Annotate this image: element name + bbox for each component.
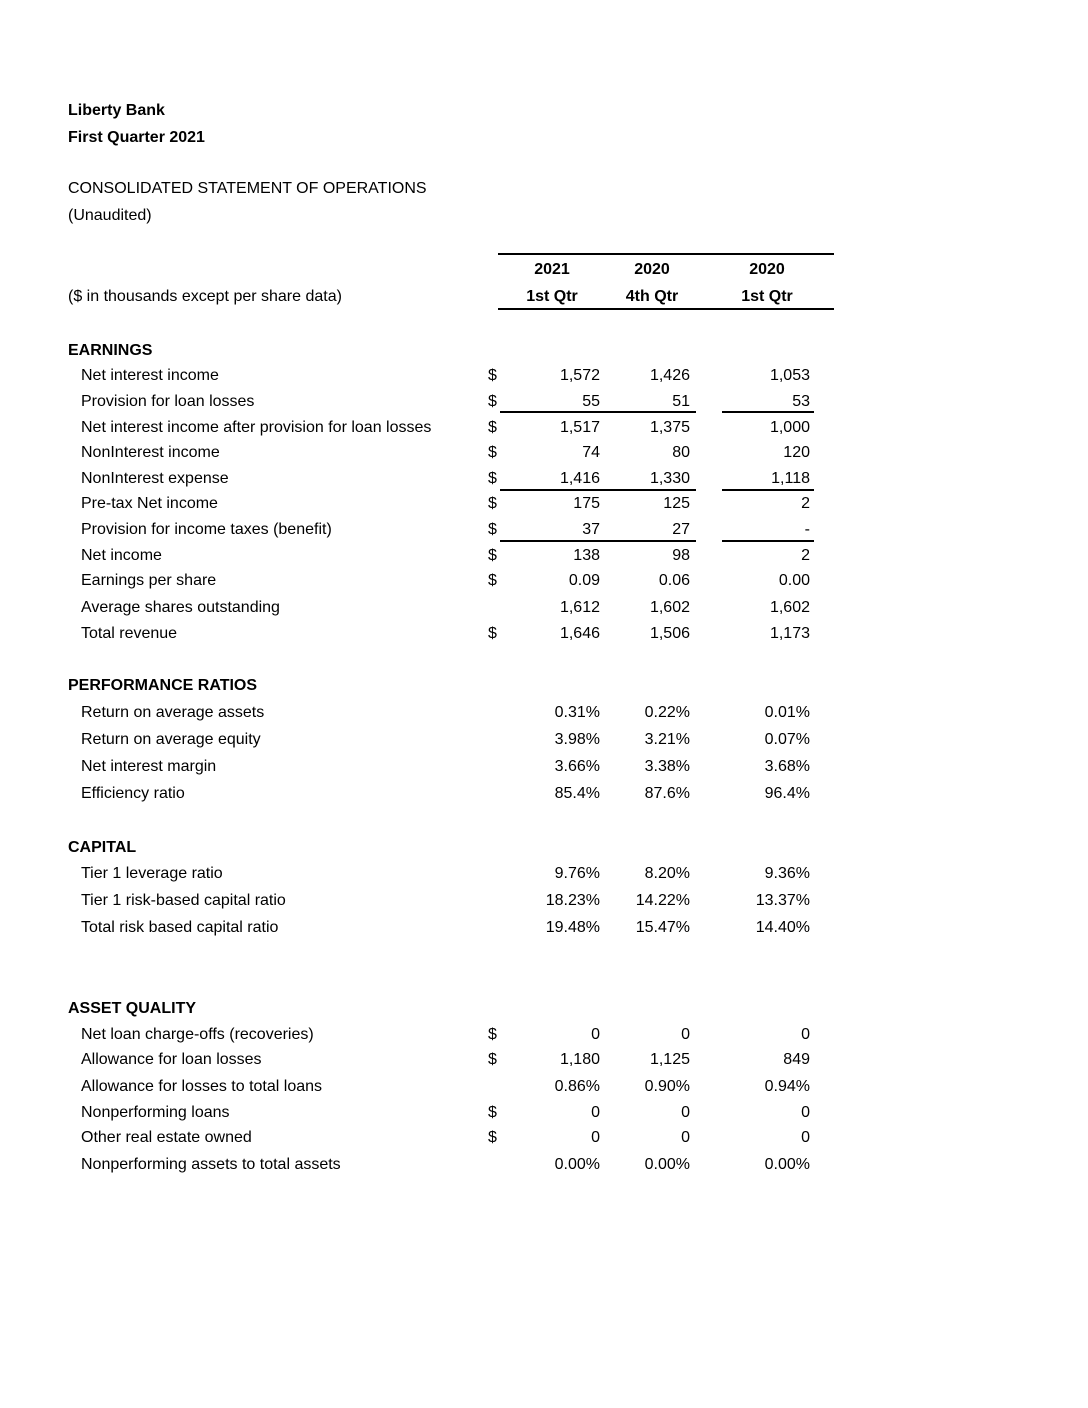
dollar-sign: $ — [488, 625, 497, 642]
row-label: Net interest income — [81, 367, 219, 384]
value-2020-q4: 0.00% — [644, 1156, 690, 1173]
value-2020-q4: 0 — [681, 1026, 690, 1043]
value-2021-q1: 3.66% — [554, 758, 600, 775]
dollar-sign: $ — [488, 495, 497, 512]
value-2021-q1: 1,416 — [559, 470, 600, 487]
dollar-sign: $ — [488, 419, 497, 436]
value-2020-q1: 53 — [792, 393, 810, 410]
value-2021-q1: 19.48% — [545, 919, 600, 936]
row-label: Pre-tax Net income — [81, 495, 218, 512]
dollar-sign: $ — [488, 1104, 497, 1121]
row-label: Efficiency ratio — [81, 785, 185, 802]
value-2020-q1: 0.01% — [764, 704, 810, 721]
value-2021-q1: 9.76% — [554, 865, 600, 882]
value-2020-q1: 3.68% — [764, 758, 810, 775]
value-2021-q1: 74 — [582, 444, 600, 461]
value-2020-q4: 0.90% — [644, 1078, 690, 1095]
dollar-sign: $ — [488, 1129, 497, 1146]
col1-year: 2021 — [534, 261, 570, 278]
value-2020-q1: 0.94% — [764, 1078, 810, 1095]
value-2020-q4: 1,506 — [649, 625, 690, 642]
dollar-sign: $ — [488, 572, 497, 589]
subtotal-rule-taxes — [500, 540, 696, 542]
row-label: Nonperforming loans — [81, 1104, 230, 1121]
value-2020-q4: 0.06 — [658, 572, 690, 589]
section-title-asset-quality: ASSET QUALITY — [68, 1000, 197, 1017]
subtotal-rule-expense-col3 — [722, 489, 814, 491]
row-label: NonInterest expense — [81, 470, 229, 487]
row-label: Provision for income taxes (benefit) — [81, 521, 332, 538]
value-2020-q4: 98 — [672, 547, 690, 564]
value-2020-q4: 0.22% — [644, 704, 690, 721]
value-2021-q1: 1,517 — [559, 419, 600, 436]
value-2021-q1: 0.09 — [568, 572, 600, 589]
value-2020-q4: 15.47% — [635, 919, 690, 936]
dollar-sign: $ — [488, 1051, 497, 1068]
dollar-sign: $ — [488, 367, 497, 384]
row-label: Allowance for loan losses — [81, 1051, 262, 1068]
value-2021-q1: 0.86% — [554, 1078, 600, 1095]
report-period: First Quarter 2021 — [68, 129, 205, 146]
value-2021-q1: 3.98% — [554, 731, 600, 748]
column-header-top-rule — [498, 253, 834, 255]
value-2020-q4: 51 — [672, 393, 690, 410]
value-2020-q1: 1,053 — [769, 367, 810, 384]
col1-quarter: 1st Qtr — [526, 288, 578, 305]
row-label: Net income — [81, 547, 162, 564]
row-label: Other real estate owned — [81, 1129, 252, 1146]
value-2020-q1: 1,118 — [771, 470, 810, 487]
value-2021-q1: 85.4% — [554, 785, 600, 802]
value-2020-q4: 1,602 — [649, 599, 690, 616]
subtotal-rule-taxes-col3 — [722, 540, 814, 542]
value-2020-q4: 1,375 — [649, 419, 690, 436]
value-2020-q4: 0 — [681, 1129, 690, 1146]
row-label: Return on average equity — [81, 731, 261, 748]
value-2020-q1: 120 — [783, 444, 810, 461]
value-2020-q4: 125 — [663, 495, 690, 512]
row-label: NonInterest income — [81, 444, 220, 461]
row-label: Allowance for losses to total loans — [81, 1078, 323, 1095]
value-2021-q1: 37 — [582, 521, 600, 538]
value-2020-q4: 80 — [672, 444, 690, 461]
value-2020-q1: - — [804, 521, 810, 538]
value-2020-q4: 3.38% — [644, 758, 690, 775]
value-2020-q1: 2 — [801, 547, 810, 564]
value-2020-q4: 1,426 — [649, 367, 690, 384]
value-2020-q4: 14.22% — [635, 892, 690, 909]
col3-quarter: 1st Qtr — [741, 288, 793, 305]
value-2020-q1: 9.36% — [764, 865, 810, 882]
row-label: Return on average assets — [81, 704, 265, 721]
value-2021-q1: 1,646 — [559, 625, 600, 642]
value-2021-q1: 0.00% — [554, 1156, 600, 1173]
value-2020-q4: 1,330 — [649, 470, 690, 487]
row-label: Net interest margin — [81, 758, 217, 775]
value-2020-q1: 13.37% — [755, 892, 810, 909]
value-2021-q1: 0 — [591, 1104, 600, 1121]
dollar-sign: $ — [488, 444, 497, 461]
value-2020-q4: 0 — [681, 1104, 690, 1121]
dollar-sign: $ — [488, 521, 497, 538]
dollar-sign: $ — [488, 1026, 497, 1043]
row-label: Total risk based capital ratio — [81, 919, 279, 936]
statement-title: CONSOLIDATED STATEMENT OF OPERATIONS — [68, 180, 427, 197]
value-2020-q1: 1,602 — [769, 599, 810, 616]
value-2020-q1: 1,000 — [769, 419, 810, 436]
dollar-sign: $ — [488, 470, 497, 487]
column-header-bottom-rule — [498, 308, 834, 310]
col3-year: 2020 — [749, 261, 785, 278]
value-2020-q1: 2 — [801, 495, 810, 512]
value-2020-q1: 0 — [801, 1104, 810, 1121]
dollar-sign: $ — [488, 393, 497, 410]
value-2020-q4: 1,125 — [649, 1051, 690, 1068]
row-label: Nonperforming assets to total assets — [81, 1156, 341, 1173]
col2-quarter: 4th Qtr — [625, 288, 679, 305]
row-label: Net interest income after provision for loan losses — [81, 419, 432, 436]
value-2020-q1: 0.00% — [764, 1156, 810, 1173]
value-2021-q1: 1,180 — [559, 1051, 600, 1068]
value-2020-q1: 1,173 — [769, 625, 810, 642]
value-2020-q4: 3.21% — [644, 731, 690, 748]
subtotal-rule-expense — [500, 489, 696, 491]
section-title-earnings: EARNINGS — [68, 342, 153, 359]
col2-year: 2020 — [634, 261, 670, 278]
row-label: Net loan charge-offs (recoveries) — [81, 1026, 314, 1043]
bank-name: Liberty Bank — [68, 102, 165, 119]
value-2020-q1: 96.4% — [764, 785, 810, 802]
value-2020-q4: 27 — [672, 521, 690, 538]
value-2021-q1: 18.23% — [545, 892, 600, 909]
value-2021-q1: 138 — [573, 547, 600, 564]
value-2020-q1: 0.00 — [778, 572, 810, 589]
value-2021-q1: 0 — [591, 1026, 600, 1043]
audit-note: (Unaudited) — [68, 207, 152, 224]
value-2020-q4: 87.6% — [644, 785, 690, 802]
value-2021-q1: 175 — [573, 495, 600, 512]
value-2020-q1: 0.07% — [764, 731, 810, 748]
value-2021-q1: 0 — [591, 1129, 600, 1146]
value-2021-q1: 1,612 — [559, 599, 600, 616]
value-2020-q1: 0 — [801, 1129, 810, 1146]
value-2020-q1: 14.40% — [755, 919, 810, 936]
value-2020-q1: 0 — [801, 1026, 810, 1043]
units-note: ($ in thousands except per share data) — [68, 288, 342, 305]
section-title-capital: CAPITAL — [68, 839, 137, 856]
value-2021-q1: 1,572 — [559, 367, 600, 384]
value-2021-q1: 55 — [582, 393, 600, 410]
section-title-performance: PERFORMANCE RATIOS — [68, 677, 258, 694]
row-label: Total revenue — [81, 625, 178, 642]
value-2020-q4: 8.20% — [644, 865, 690, 882]
row-label: Earnings per share — [81, 572, 217, 589]
row-label: Tier 1 risk-based capital ratio — [81, 892, 286, 909]
row-label: Tier 1 leverage ratio — [81, 865, 223, 882]
dollar-sign: $ — [488, 547, 497, 564]
row-label: Average shares outstanding — [81, 599, 280, 616]
value-2021-q1: 0.31% — [554, 704, 600, 721]
row-label: Provision for loan losses — [81, 393, 255, 410]
value-2020-q1: 849 — [783, 1051, 810, 1068]
